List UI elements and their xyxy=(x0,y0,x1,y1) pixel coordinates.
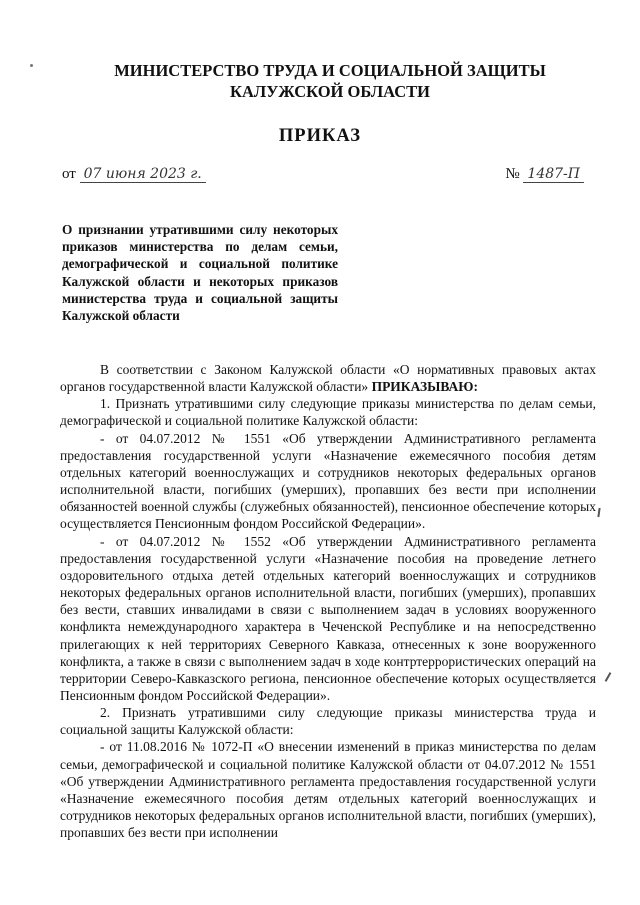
paragraph-1: 1. Признать утратившими силу следующие приказы министерства по делам семьи, демографической и социальной политике Калужской области: xyxy=(60,396,596,429)
number-line xyxy=(505,166,584,183)
number-prefix: № xyxy=(505,166,520,182)
paragraph-2-item-1: - от 11.08.2016 № 1072-П «О внесении изменений в приказ министерства по делам семьи, демографической и социальной политике Калужской области от 04.07.2012 № 1551 «Об утверждении Административного регламента предоставления государственной услуги «Назначение ежемесячного пособия детям отдельных категорий военнослужащих и сотрудников некоторых федеральных органов исполнительной власти, погибших (умерших), пропавших без вести при исполнении xyxy=(60,739,596,841)
subject-block: О признании утратившими силу некоторых приказов министерства по делам семьи, демографической и социальной политике Калужской области и некоторых приказов министерства труда и социальной защиты Калужской области xyxy=(62,222,338,324)
handwritten-date: 07 июня 2023 г. xyxy=(80,166,206,183)
date-prefix: от xyxy=(62,166,76,182)
scan-speck xyxy=(30,64,33,67)
ministry-heading xyxy=(100,60,560,102)
intro-paragraph xyxy=(60,361,596,395)
paragraph-1-item-2: - от 04.07.2012 № 1552 «Об утверждении Административного регламента предоставления государственной услуги «Назначение пособия на проведение летнего оздоровительного отдыха детей отдельных категорий военнослужащих и сотрудников некоторых федеральных органов исполнительной власти, погибших (умерших), пропавших без вести, ставших инвалидами в связи с выполнением задач в условиях вооруженного конфликта немеждународного характера в Чеченской Республике и на непосредственно прилегающих к ней территориях Северного Кавказа, отнесенных к зоне вооруженного конфликта, а также в связи с выполнением задач в ходе контртеррористических операций на территории Северо-Кавказского региона, пенсионное обеспечение которых осуществляется Пенсионным фондом Российской Федерации». xyxy=(60,533,596,703)
order-keyword: ПРИКАЗЫВАЮ: xyxy=(371,379,478,395)
paragraph-1-item-1: - от 04.07.2012 № 1551 «Об утверждении Административного регламента предоставления государственной услуги «Назначение ежемесячного пособия детям отдельных категорий военнослужащих и сотрудников некоторых федеральных органов исполнительной власти, погибших (умерших), пропавших без вести при исполнении обязанностей военной службы (служебных обязанностей), пенсионное обеспечение которых осуществляется Пенсионным фондом Российской Федерации». xyxy=(60,430,596,532)
handwritten-number: 1487-П xyxy=(523,166,584,183)
date-line xyxy=(62,166,206,183)
document-type: ПРИКАЗ xyxy=(278,126,362,146)
intro-text: В соответствии с Законом Калужской области «О нормативных правовых актах органов государственной власти Калужской области» xyxy=(60,362,596,395)
paragraph-2: 2. Признать утратившими силу следующие приказы министерства труда и социальной защиты Калужской области: xyxy=(60,705,596,738)
margin-mark xyxy=(605,672,612,682)
ministry-line-1: МИНИСТЕРСТВО ТРУДА И СОЦИАЛЬНОЙ ЗАЩИТЫ xyxy=(114,61,546,80)
margin-mark xyxy=(597,508,600,517)
body-text xyxy=(60,361,596,841)
ministry-line-2: КАЛУЖСКОЙ ОБЛАСТИ xyxy=(230,82,430,101)
